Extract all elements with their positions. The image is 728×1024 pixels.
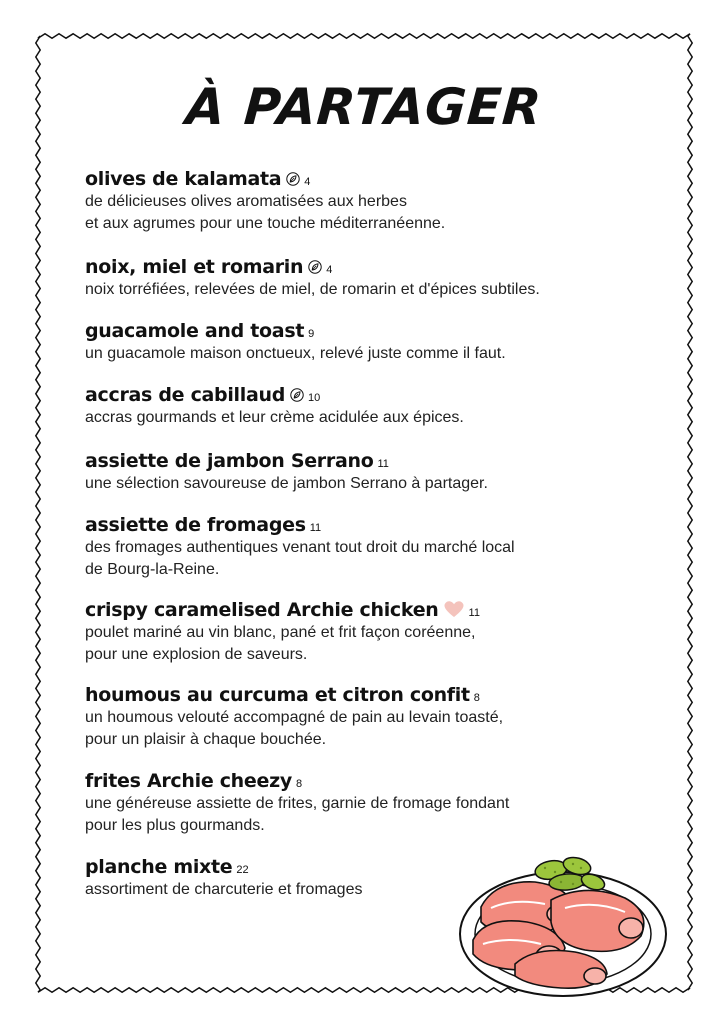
menu-item-header: [85, 598, 665, 621]
menu-item-price: 11: [377, 458, 389, 470]
menu-item-price: 8: [473, 692, 480, 704]
charcuterie-plate-illustration: [455, 852, 675, 1002]
description-line: des fromages authentiques venant tout droit du marché local: [85, 539, 515, 556]
menu-item-price: 11: [468, 607, 480, 619]
menu-item-header: [85, 256, 665, 278]
menu-item: [85, 598, 665, 666]
menu-item-description: [85, 707, 665, 751]
menu-item-name: guacamole and toast: [85, 320, 305, 342]
menu-item: [85, 684, 665, 751]
menu-item-price: 9: [308, 328, 315, 340]
menu-item-price: 11: [309, 522, 322, 534]
description-line: pour une explosion de saveurs.: [85, 646, 308, 663]
menu-item-price: 8: [295, 778, 303, 790]
menu-item-name: houmous au curcuma et citron confit: [85, 684, 470, 706]
description-line: un houmous velouté accompagné de pain au levain toasté,: [85, 709, 504, 726]
menu-item-description: [85, 407, 665, 429]
menu-item-name: assiette de fromages: [85, 514, 306, 536]
menu-item-name: planche mixte: [85, 856, 233, 878]
description-line: noix torréfiées, relevées de miel, de romarin et d'épices subtiles.: [85, 281, 540, 298]
menu-item-description: [85, 537, 665, 581]
menu-item-header: [85, 514, 665, 536]
menu-item: [85, 514, 665, 581]
menu-item-header: [85, 320, 665, 342]
page-title: À PARTAGER: [184, 78, 544, 136]
description-line: de Bourg-la-Reine.: [85, 561, 220, 578]
menu-item-name: accras de cabillaud: [85, 384, 286, 406]
description-line: pour un plaisir à chaque bouchée.: [85, 731, 327, 748]
menu-item-price: 22: [236, 864, 249, 876]
menu-item-name: assiette de jambon Serrano: [85, 450, 374, 472]
menu-item-description: [85, 622, 665, 666]
menu-item: [85, 320, 665, 365]
heart-icon: [443, 600, 465, 618]
menu-item: [85, 384, 665, 429]
description-line: un guacamole maison onctueux, relevé juste comme il faut.: [85, 345, 506, 362]
menu-item-header: [85, 770, 665, 792]
menu-item-name: olives de kalamata: [85, 168, 282, 190]
description-line: une sélection savoureuse de jambon Serrano à partager.: [85, 475, 488, 492]
menu-item-header: [85, 384, 665, 406]
description-line: et aux agrumes pour une touche méditerranéenne.: [85, 215, 446, 232]
description-line: pour les plus gourmands.: [85, 817, 265, 834]
menu-item-name: noix, miel et romarin: [85, 256, 304, 278]
menu-item-header: [85, 684, 665, 706]
vegetarian-leaf-icon: [308, 260, 322, 274]
menu-item-description: [85, 793, 665, 837]
menu-item: [85, 168, 665, 235]
description-line: une généreuse assiette de frites, garnie de fromage fondant: [85, 795, 510, 812]
menu-item-description: [85, 343, 665, 365]
menu-item: [85, 770, 665, 837]
menu-item: [85, 450, 665, 495]
description-line: assortiment de charcuterie et fromages: [85, 881, 363, 898]
description-line: de délicieuses olives aromatisées aux herbes: [85, 193, 407, 210]
menu-item-description: [85, 473, 665, 495]
menu-item-description: [85, 279, 665, 301]
menu-item-name: frites Archie cheezy: [85, 770, 292, 792]
vegetarian-leaf-icon: [286, 172, 300, 186]
menu-item-header: [85, 168, 665, 190]
description-line: accras gourmands et leur crème acidulée aux épices.: [85, 409, 464, 426]
menu-item-price: 4: [326, 264, 333, 276]
description-line: poulet mariné au vin blanc, pané et frit façon coréenne,: [85, 624, 476, 641]
menu-item-price: 4: [304, 176, 311, 188]
vegetarian-leaf-icon: [290, 388, 304, 402]
menu-item: [85, 256, 665, 301]
menu-item-header: [85, 450, 665, 472]
menu-item-name: crispy caramelised Archie chicken: [85, 599, 439, 621]
menu-item-price: 10: [308, 392, 321, 404]
menu-item-description: [85, 191, 665, 235]
